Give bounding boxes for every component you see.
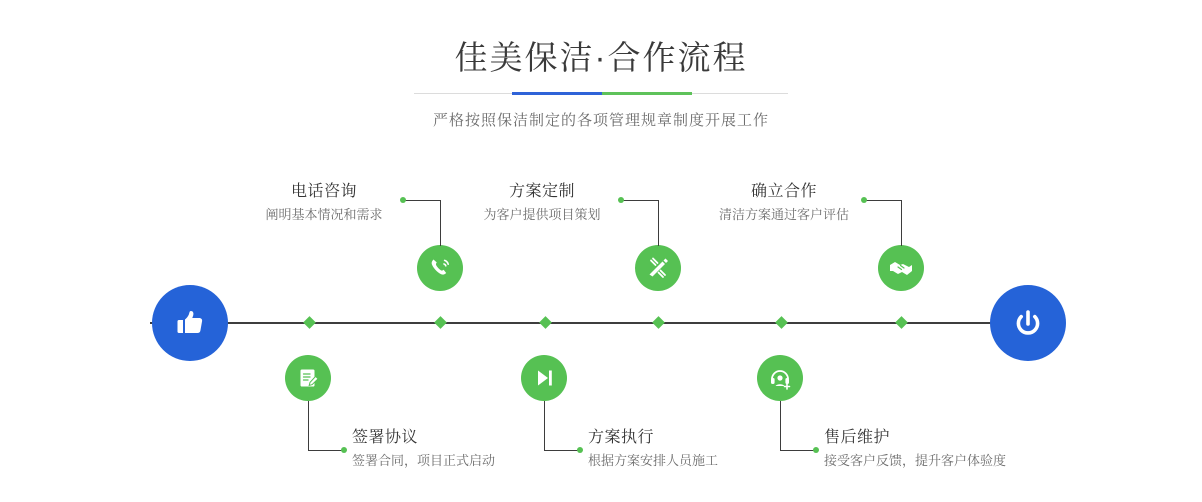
axis-marker: [303, 316, 316, 329]
connector-line: [780, 450, 816, 451]
step-desc: 根据方案安排人员施工: [588, 453, 719, 468]
step-label-3: [468, 182, 616, 225]
connector-line: [404, 200, 441, 201]
phone-ring-icon: [427, 255, 453, 281]
step-label-6: [824, 428, 1006, 471]
connector-dot: [813, 447, 819, 453]
step-icon-6: [757, 355, 803, 401]
step-title: 方案定制: [508, 183, 575, 200]
divider-blue-segment: [512, 92, 602, 95]
step-icon-5: [878, 245, 924, 291]
axis-marker: [434, 316, 447, 329]
document-pen-icon: [295, 365, 321, 391]
step-label-1: [250, 182, 398, 225]
connector-dot: [861, 197, 867, 203]
step-title: 签署协议: [352, 429, 419, 446]
step-desc: 阐明基本情况和需求: [265, 207, 383, 222]
thumbs-up-icon: [170, 303, 210, 343]
title-divider: [414, 92, 788, 95]
axis-marker: [895, 316, 908, 329]
axis-marker: [539, 316, 552, 329]
page-title: 佳美保洁·合作流程: [454, 39, 748, 76]
step-label-2: [352, 428, 495, 471]
step-desc: 清洁方案通过客户评估: [718, 207, 849, 222]
step-title: 确立合作: [750, 183, 817, 200]
connector-line: [308, 401, 309, 451]
step-title: 售后维护: [824, 429, 891, 446]
connector-line: [658, 200, 659, 246]
flow-end-badge: [990, 285, 1066, 361]
connector-line: [544, 450, 580, 451]
power-icon: [1008, 303, 1048, 343]
axis-marker: [775, 316, 788, 329]
timeline-axis: [150, 322, 1052, 324]
step-icon-2: [285, 355, 331, 401]
step-icon-3: [635, 245, 681, 291]
step-title: 方案执行: [588, 429, 655, 446]
connector-line: [901, 200, 902, 246]
page-subtitle: 严格按照保洁制定的各项管理规章制度开展工作: [432, 112, 769, 129]
play-next-icon: [531, 365, 557, 391]
connector-line: [622, 200, 659, 201]
connector-line: [308, 450, 344, 451]
step-title: 电话咨询: [290, 183, 357, 200]
step-label-5: [709, 182, 859, 225]
connector-line: [865, 200, 902, 201]
connector-line: [544, 401, 545, 451]
axis-marker: [652, 316, 665, 329]
headset-support-icon: [767, 365, 793, 391]
step-icon-4: [521, 355, 567, 401]
page-header: [0, 0, 1202, 130]
step-desc: 接受客户反馈，提升客户体验度: [824, 453, 1007, 468]
process-timeline: [0, 150, 1202, 502]
connector-dot: [577, 447, 583, 453]
connector-dot: [400, 197, 406, 203]
step-desc: 为客户提供项目策划: [483, 207, 601, 222]
step-icon-1: [417, 245, 463, 291]
step-desc: 签署合同，项目正式启动: [352, 453, 496, 468]
divider-green-segment: [602, 92, 692, 95]
handshake-icon: [887, 254, 915, 282]
connector-line: [440, 200, 441, 246]
connector-dot: [341, 447, 347, 453]
step-label-4: [588, 428, 718, 471]
flow-start-badge: [152, 285, 228, 361]
connector-line: [780, 401, 781, 451]
connector-dot: [618, 197, 624, 203]
pencil-ruler-icon: [645, 255, 671, 281]
